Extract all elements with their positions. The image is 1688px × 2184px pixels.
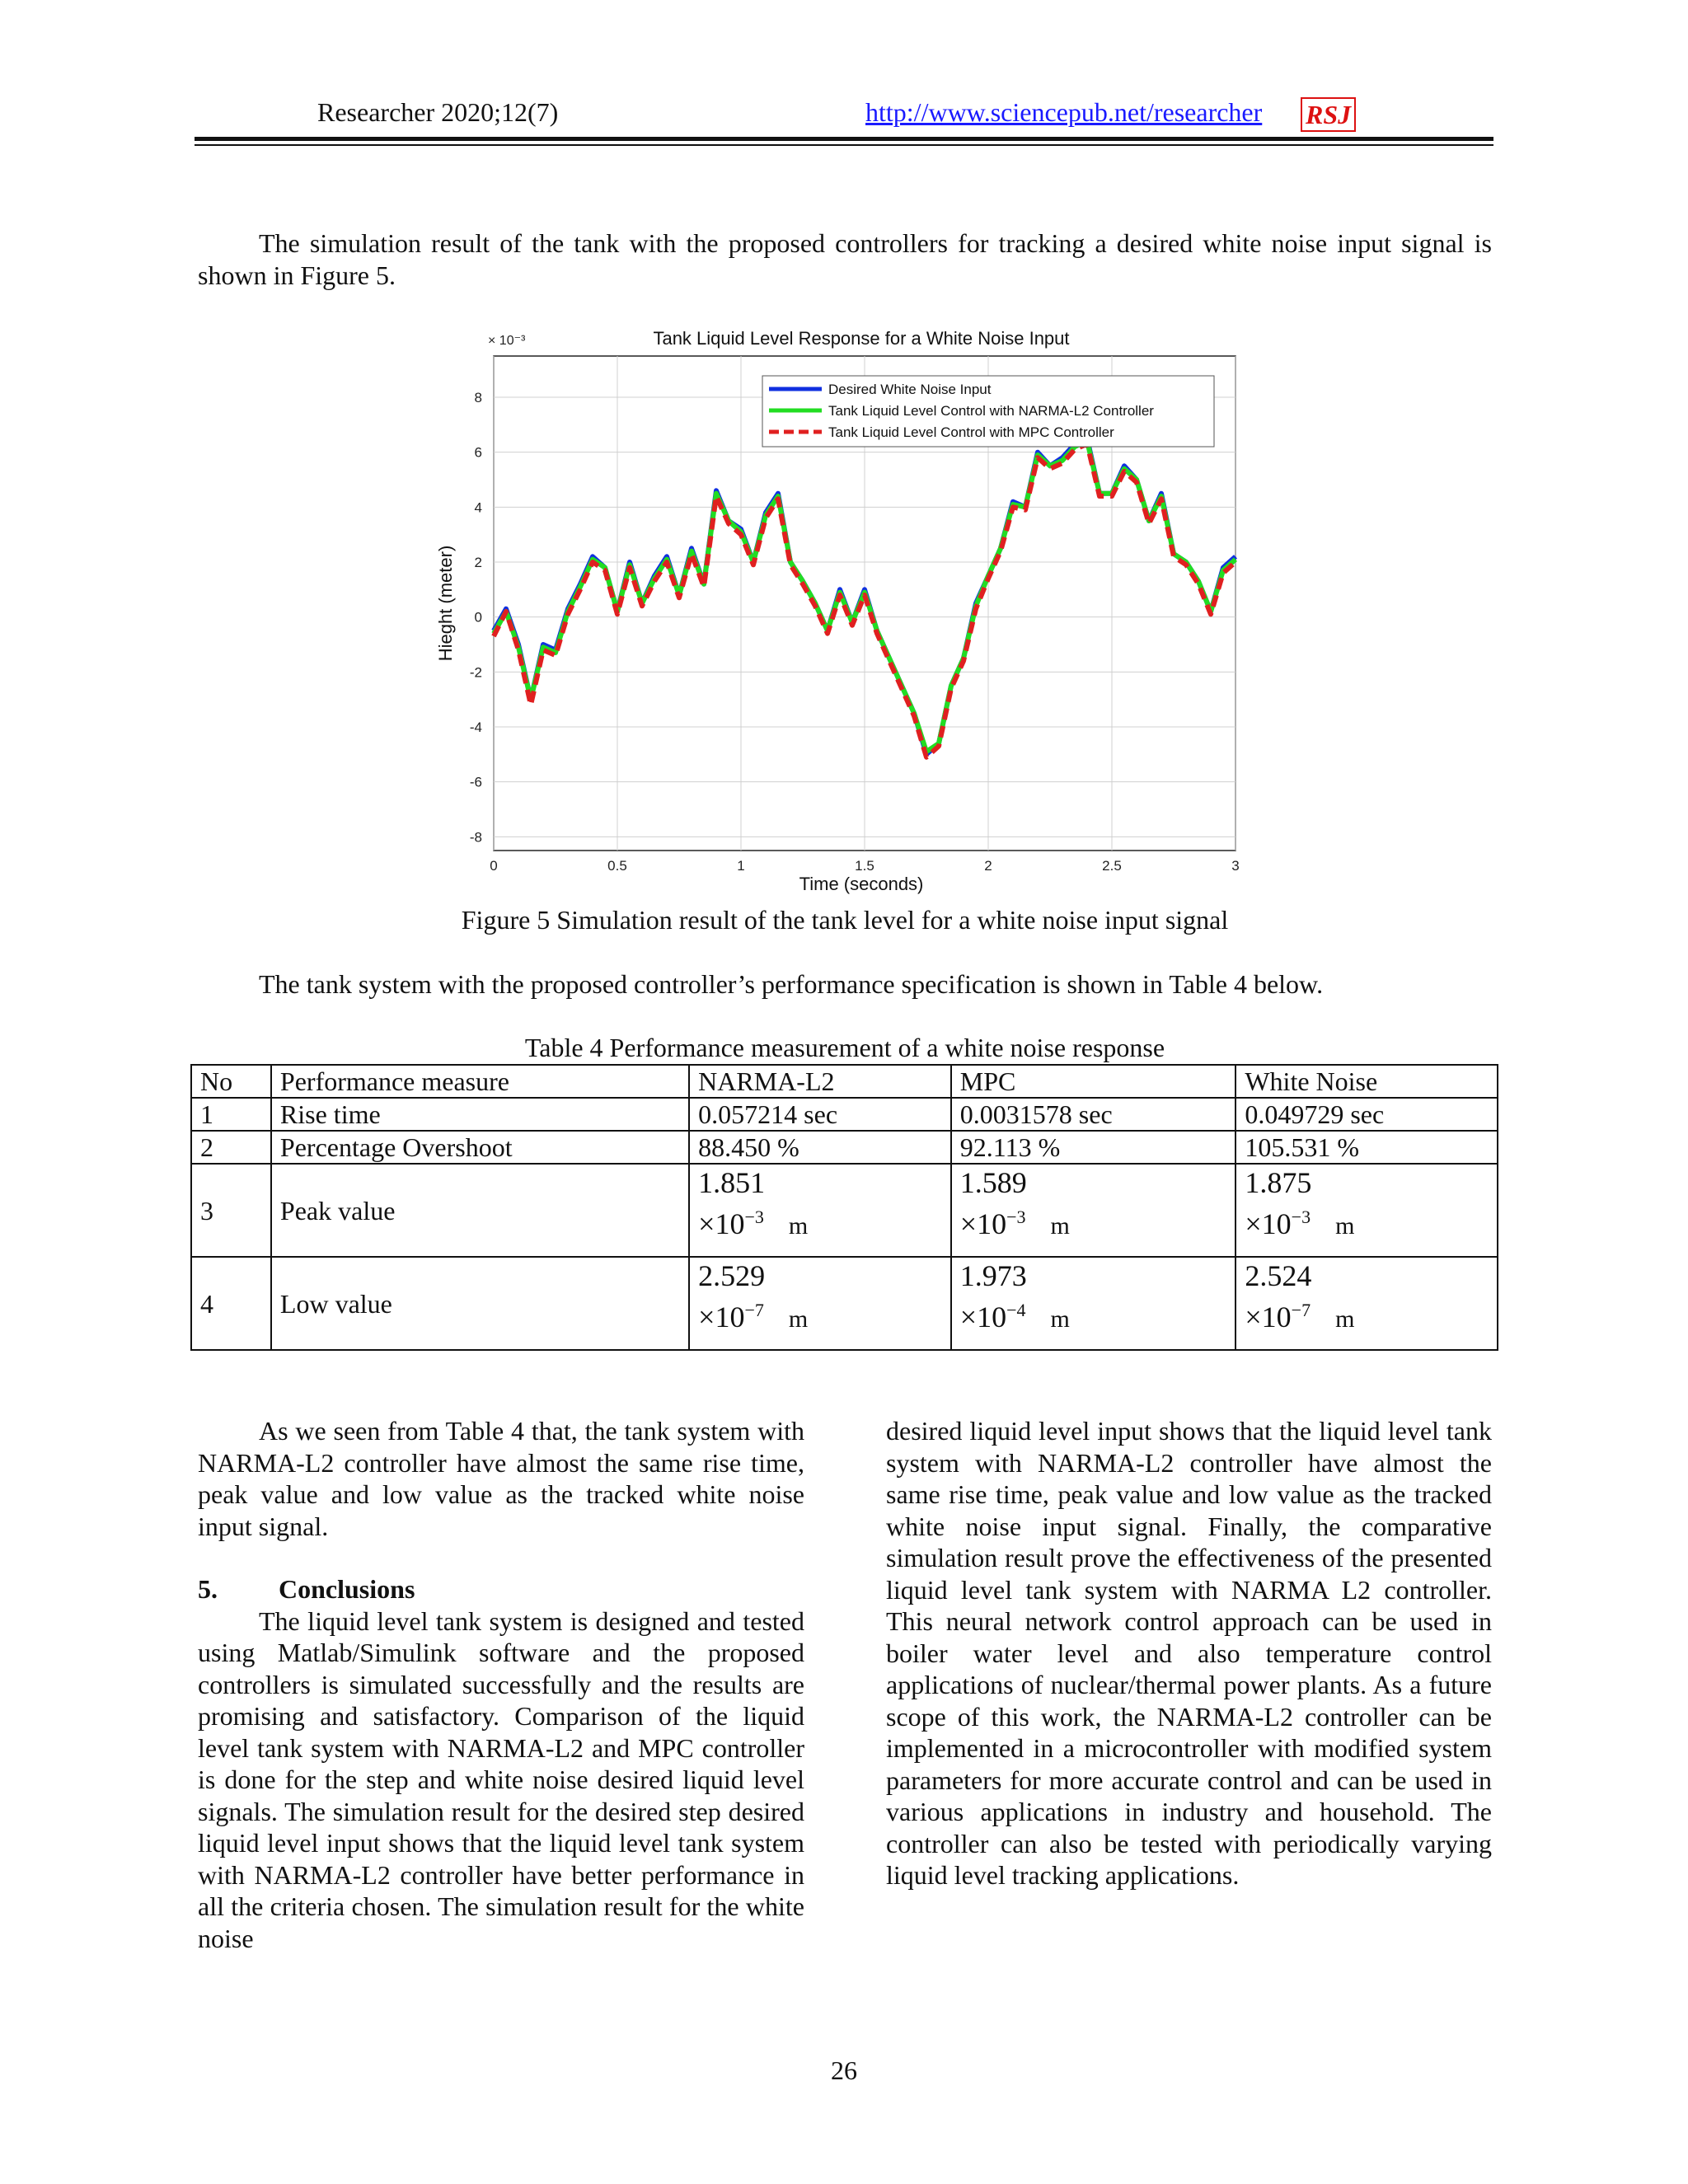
left-column (198, 1415, 804, 1954)
x-tick-label: 0 (490, 858, 498, 874)
exponent: $\times 10^{-7}$ m (1245, 1300, 1355, 1333)
chart-title: Tank Liquid Level Response for a White Noise Input (653, 328, 1070, 349)
table-cell: 0.057214 sec (689, 1098, 951, 1131)
exponent: $\times 10^{-3}$ m (698, 1207, 809, 1240)
y-tick-label: -4 (469, 719, 482, 735)
table-header-cell: White Noise (1236, 1065, 1498, 1098)
y-axis-label: Hieght (meter) (435, 545, 456, 662)
legend-entry: Desired White Noise Input (828, 382, 992, 397)
table-row-low (191, 1257, 1498, 1350)
table-cell: 4 (191, 1257, 271, 1350)
table-row (191, 1131, 1498, 1164)
x-axis-label: Time (seconds) (799, 874, 924, 894)
legend-entry: Tank Liquid Level Control with NARMA-L2 Controller (828, 403, 1154, 419)
table-caption: Table 4 Performance measurement of a white noise response (524, 1033, 1165, 1062)
table-intro-paragraph: The tank system with the proposed controller’s performance specification is shown in Table 4 below. (259, 969, 1324, 999)
table-cell (951, 1257, 1236, 1350)
mantissa: 1.875 (1245, 1166, 1312, 1199)
table-cell: 0.049729 sec (1236, 1098, 1498, 1131)
table-cell: 2 (191, 1131, 271, 1164)
y-tick-labels (470, 390, 482, 845)
intro-paragraph: The simulation result of the tank with the proposed controllers for tracking a desired white noise input signal is shown in Figure 5. (198, 228, 1492, 290)
exponent: $\times 10^{-4}$ m (959, 1300, 1070, 1333)
y-tick-label: -8 (469, 829, 482, 846)
exponent: $\times 10^{-3}$ m (1245, 1207, 1355, 1240)
rsj-logo: RSJ (1301, 97, 1356, 132)
table-header-cell: Performance measure (271, 1065, 689, 1098)
header-rule-thick (195, 137, 1493, 141)
body-paragraph: As we seen from Table 4 that, the tank system with NARMA-L2 controller have almost the same rise time, peak value and low value as the tracked white noise input signal. (198, 1416, 804, 1541)
mantissa: 1.973 (959, 1259, 1027, 1292)
mantissa: 1.851 (698, 1166, 766, 1199)
table-cell: 92.113 % (951, 1131, 1236, 1164)
section-number: 5. (198, 1574, 218, 1604)
x-tick-labels (490, 858, 1239, 874)
y-tick-label: 8 (474, 390, 482, 405)
chart-legend (762, 376, 1214, 447)
table-header-row (191, 1065, 1498, 1098)
table-cell: Percentage Overshoot (271, 1131, 689, 1164)
exponent: $\times 10^{-3}$ m (959, 1207, 1070, 1240)
y-tick-label: 2 (474, 555, 482, 570)
body-paragraph: The liquid level tank system is designed and tested using Matlab/Simulink software and the proposed controllers is simulated successfully and the results are promising and satisfactory. Comparison of the liquid level tank system with NARMA-L2 and MPC controller is done for the step and white noise desired liquid level signals. The simulation result for the desired step desired liquid level input shows that the liquid level tank system with NARMA-L2 controller have better performance in all the criteria chosen. The simulation result for the white noise (198, 1605, 804, 1953)
table-cell: 0.0031578 sec (951, 1098, 1236, 1131)
table-cell (1236, 1164, 1498, 1257)
table-cell: 105.531 % (1236, 1131, 1498, 1164)
legend-entry: Tank Liquid Level Control with MPC Controller (828, 424, 1114, 440)
figure-caption: Figure 5 Simulation result of the tank level for a white noise input signal (461, 905, 1229, 935)
table-cell: 3 (191, 1164, 271, 1257)
mantissa: 2.529 (698, 1259, 766, 1292)
x-tick-label: 2.5 (1102, 858, 1122, 874)
x-tick-label: 1.5 (855, 858, 874, 874)
table-header-cell: No (191, 1065, 271, 1098)
table-cell: Rise time (271, 1098, 689, 1131)
section-heading (198, 1573, 804, 1605)
table-header-cell: NARMA-L2 (689, 1065, 951, 1098)
figure-5-chart (412, 323, 1253, 900)
table-row-peak (191, 1164, 1498, 1257)
mantissa: 2.524 (1245, 1259, 1312, 1292)
y-axis-multiplier: × 10⁻³ (488, 334, 526, 348)
table-cell: Low value (271, 1257, 689, 1350)
x-tick-label: 2 (984, 858, 992, 874)
performance-table (190, 1064, 1498, 1351)
table-cell: Peak value (271, 1164, 689, 1257)
table-cell (689, 1164, 951, 1257)
table-cell (1236, 1257, 1498, 1350)
table-cell (689, 1257, 951, 1350)
y-tick-label: 4 (474, 499, 482, 516)
page-number: 26 (831, 2055, 857, 2085)
header-rule-thin (195, 144, 1493, 146)
x-tick-label: 0.5 (607, 858, 627, 874)
table-cell: 88.450 % (689, 1131, 951, 1164)
section-title: Conclusions (279, 1574, 415, 1604)
y-tick-label: -2 (469, 664, 482, 681)
y-tick-label: 0 (474, 609, 482, 626)
x-tick-label: 1 (737, 858, 745, 874)
x-tick-label: 3 (1231, 858, 1240, 874)
table-cell: 1 (191, 1098, 271, 1131)
right-column (886, 1415, 1492, 1891)
journal-url-link[interactable]: http://www.sciencepub.net/researcher (865, 97, 1263, 127)
journal-header: Researcher 2020;12(7) (317, 97, 559, 127)
table-row (191, 1098, 1498, 1131)
table-cell (951, 1164, 1236, 1257)
y-tick-label: 6 (474, 444, 482, 461)
mantissa: 1.589 (959, 1166, 1027, 1199)
body-paragraph: desired liquid level input shows that the liquid level tank system with NARMA-L2 controller have almost the same rise time, peak value and low value as the tracked white noise input signal. Finally, the comparative simulation result prove the effectiveness of the presented liquid level tank system with NARMA L2 controller. This neural network control approach can be used in boiler water level and also temperature control applications of nuclear/thermal power plants. As a future scope of this work, the NARMA-L2 controller can be implemented in a microcontroller with modified system parameters for more accurate control and can be used in various applications in industry and household. The controller can also be tested with periodically varying liquid level tracking applications. (886, 1416, 1492, 1890)
table-header-cell: MPC (951, 1065, 1236, 1098)
y-tick-label: -6 (469, 774, 482, 790)
exponent: $\times 10^{-7}$ m (698, 1300, 809, 1333)
